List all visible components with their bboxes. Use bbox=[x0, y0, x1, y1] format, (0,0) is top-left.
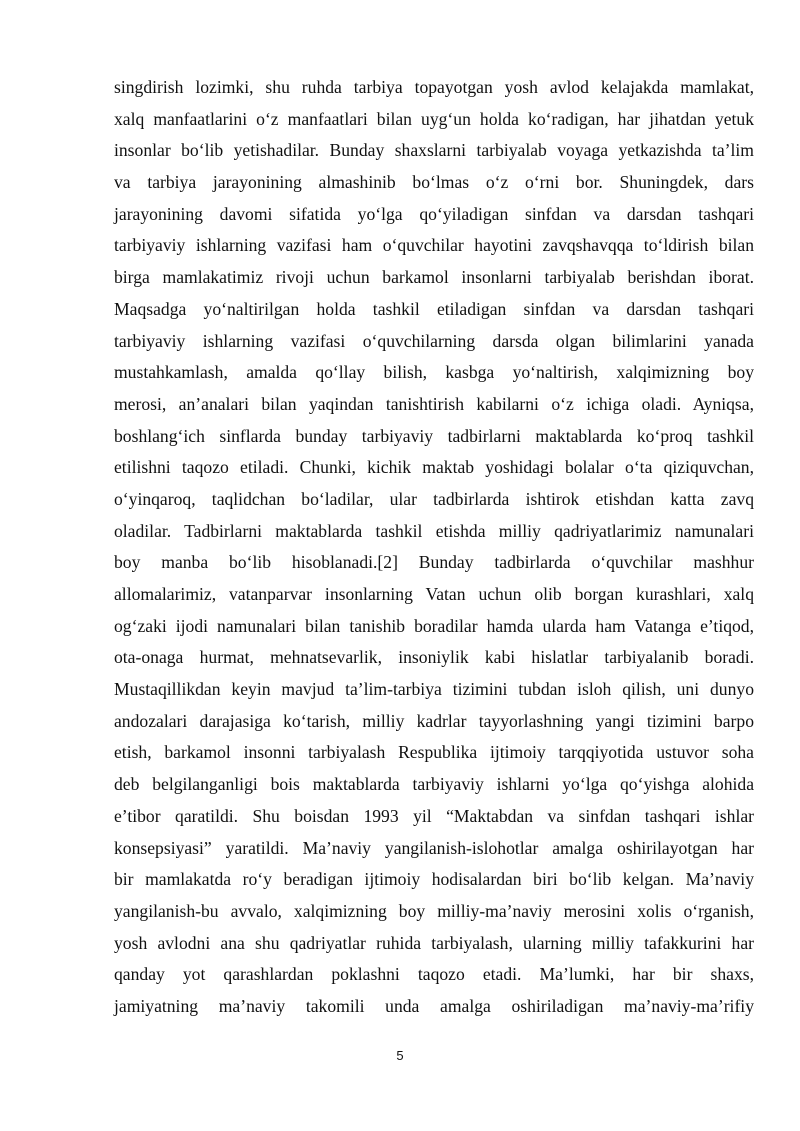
body-line: boshlang‘ich sinflarda bunday tarbiyaviy tadbirlarni maktablarda ko‘proq tashkil bbox=[114, 425, 754, 446]
body-line: tarbiyaviy ishlarning vazifasi o‘quvchilarning darsda olgan bilimlarini yanada bbox=[114, 330, 754, 351]
body-line: o‘yinqaroq, taqlidchan bo‘ladilar, ular tadbirlarda ishtirok etishdan katta zavq bbox=[114, 488, 754, 509]
body-line: bir mamlakatda ro‘y beradigan ijtimoiy hodisalardan biri bo‘lib kelgan. Ma’naviy bbox=[114, 869, 754, 890]
body-line: merosi, an’analari bilan yaqindan tanishtirish kabilarni o‘z ichiga oladi. Ayniqsa, bbox=[114, 393, 754, 414]
page-number: 5 bbox=[396, 1048, 404, 1063]
body-line: andozalari darajasiga ko‘tarish, milliy kadrlar tayyorlashning yangi tizimini barpo bbox=[114, 710, 754, 731]
body-line: ota-onaga hurmat, mehnatsevarlik, insoniylik kabi hislatlar tarbiyalanib boradi. bbox=[114, 647, 754, 668]
body-line: yangilanish-bu avvalo, xalqimizning boy milliy-ma’naviy merosini xolis o‘rganish, bbox=[114, 900, 754, 921]
body-line: konsepsiyasi” yaratildi. Ma’naviy yangilanish-islohotlar amalga oshirilayotgan har bbox=[114, 837, 754, 858]
body-line: Mustaqillikdan keyin mavjud ta’lim-tarbiya tizimini tubdan isloh qilish, uni dunyo bbox=[114, 679, 754, 700]
body-line: qanday yot qarashlardan poklashni taqozo etadi. Ma’lumki, har bir shaxs, bbox=[114, 964, 754, 985]
body-line: etish, barkamol insonni tarbiyalash Respublika ijtimoiy tarqqiyotida ustuvor soha bbox=[114, 742, 754, 763]
body-line: og‘zaki ijodi namunalari bilan tanishib boradilar hamda ularda ham Vatanga e’tiqod, bbox=[114, 615, 754, 636]
body-line: jarayonining davomi sifatida yo‘lga qo‘yiladigan sinfdan va darsdan tashqari bbox=[114, 203, 754, 224]
body-line: Maqsadga yo‘naltirilgan holda tashkil etiladigan sinfdan va darsdan tashqari bbox=[114, 298, 754, 319]
body-line: deb belgilanganligi bois maktablarda tarbiyaviy ishlarni yo‘lga qo‘yishga alohida bbox=[114, 774, 754, 795]
body-line: e’tibor qaratildi. Shu boisdan 1993 yil “Maktabdan va sinfdan tashqari ishlar bbox=[114, 805, 754, 826]
body-line: singdirish lozimki, shu ruhda tarbiya topayotgan yosh avlod kelajakda mamlakat, bbox=[114, 77, 754, 97]
body-line: oladilar. Tadbirlarni maktablarda tashkil etishda milliy qadriyatlarimiz namunalari bbox=[114, 520, 754, 541]
body-line: yosh avlodni ana shu qadriyatlar ruhida tarbiyalash, ularning milliy tafakkurini har bbox=[114, 932, 754, 953]
body-line: insonlar bo‘lib yetishadilar. Bunday shaxslarni tarbiyalab voyaga yetkazishda ta’lim bbox=[114, 140, 754, 161]
body-line: birga mamlakatimiz rivoji uchun barkamol insonlarni tarbiyalab berishdan iborat. bbox=[114, 267, 754, 288]
body-line: allomalarimiz, vatanparvar insonlarning Vatan uchun olib borgan kurashlari, xalq bbox=[114, 584, 754, 604]
body-line: xalq manfaatlarini o‘z manfaatlari bilan uyg‘un holda ko‘radigan, har jihatdan yetuk bbox=[114, 108, 754, 129]
body-line: va tarbiya jarayonining almashinib bo‘lmas o‘z o‘rni bor. Shuningdek, dars bbox=[114, 172, 754, 193]
body-line: boy manba bo‘lib hisoblanadi.[2] Bunday tadbirlarda o‘quvchilar mashhur bbox=[114, 552, 754, 573]
body-line: etilishni taqozo etiladi. Chunki, kichik maktab yoshidagi bolalar o‘ta qiziquvchan, bbox=[114, 457, 754, 478]
body-text bbox=[114, 72, 754, 1023]
body-line: jamiyatning ma’naviy takomili unda amalga oshiriladigan ma’naviy-ma’rifiy bbox=[114, 995, 754, 1016]
body-line: mustahkamlash, amalda qo‘llay bilish, kasbga yo‘naltirish, xalqimizning boy bbox=[114, 362, 754, 383]
body-line: tarbiyaviy ishlarning vazifasi ham o‘quvchilar hayotini zavqshavqqa to‘ldirish bilan bbox=[114, 235, 754, 256]
